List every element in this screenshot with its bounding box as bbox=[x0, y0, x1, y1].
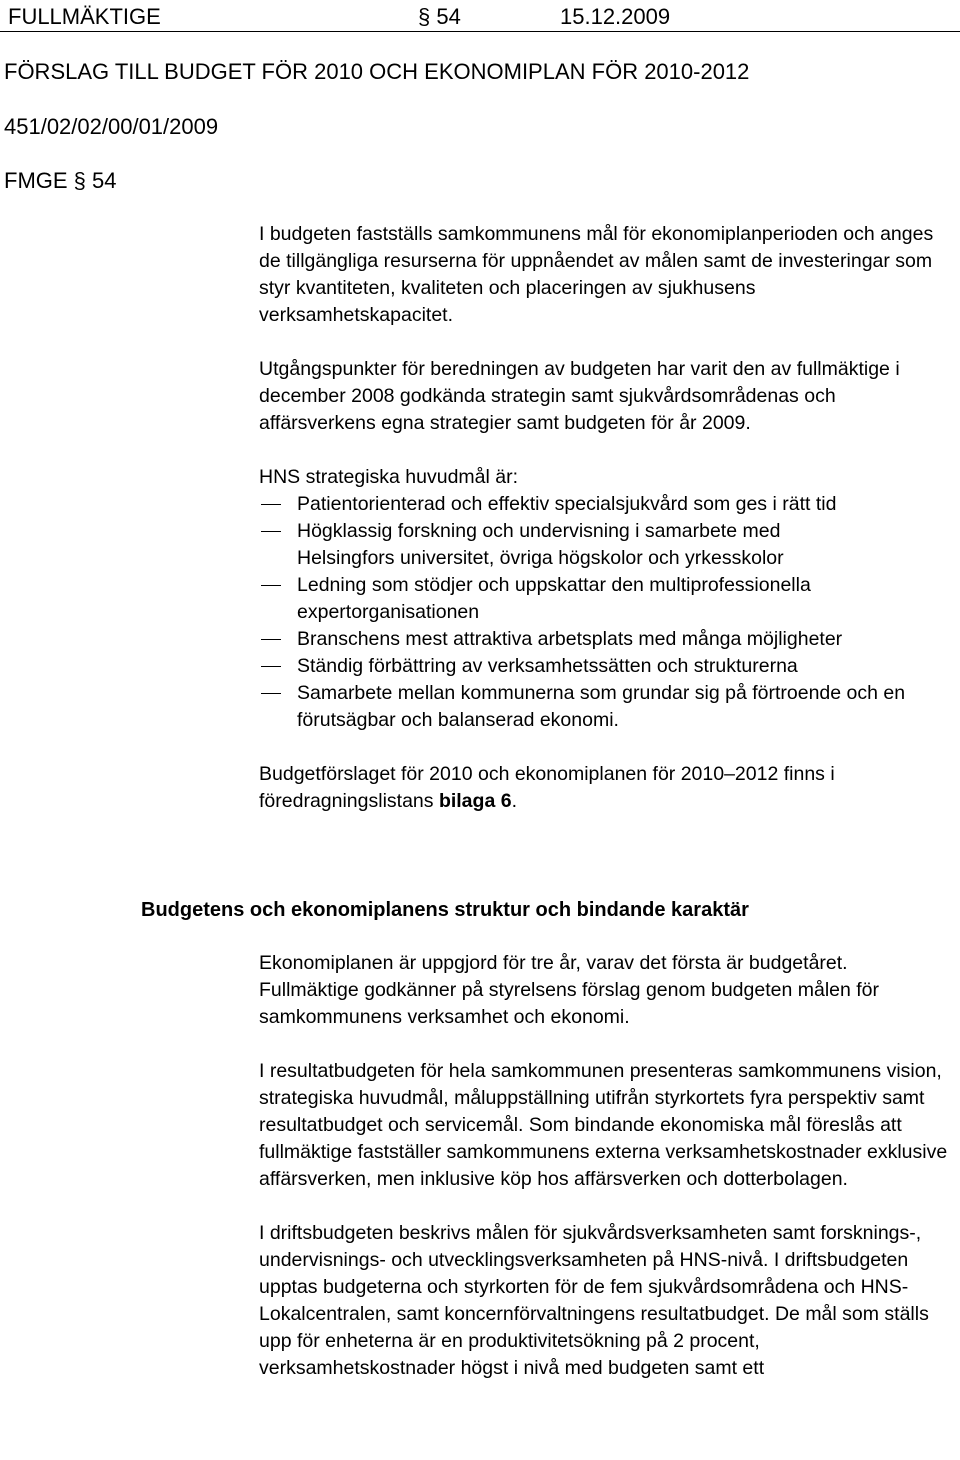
section-paragraph: I resultatbudgeten för hela samkommunen presenteras samkommunens vision, strategiska huvudmål, måluppställning utifrån styrkortets fyra perspektiv samt resultatbudget och servicemål. Som bindande ekonomiska mål föreslås att fullmäktige fastställer samkommunens externa verksamhetskostnader exklusive affärsverken, men inklusive köp hos affärsverken och dotterbolagen. bbox=[259, 1060, 948, 1190]
proposal-paragraph bbox=[259, 761, 959, 815]
goals-list bbox=[259, 491, 959, 734]
attachment-reference: bilaga 6 bbox=[438, 790, 512, 812]
list-item bbox=[259, 653, 959, 680]
main-content bbox=[259, 221, 959, 815]
section-content bbox=[259, 950, 959, 1382]
proposal-end: . bbox=[511, 790, 517, 812]
section-paragraph: Ekonomiplanen är uppgjord för tre år, varav det första är budgetåret. Fullmäktige godkänner på styrelsens förslag genom budgeten målen för samkommunens verksamhet och ekonomi. bbox=[259, 952, 880, 1028]
goal-text: Ständig förbättring av verksamhetssätten och strukturerna bbox=[297, 655, 798, 677]
header-section-number: § 54 bbox=[418, 4, 461, 29]
dash-bullet-icon bbox=[261, 693, 281, 694]
list-item bbox=[259, 626, 959, 653]
header-rule bbox=[0, 31, 960, 32]
basis-paragraph: Utgångspunkter för beredningen av budgeten har varit den av fullmäktige i december 2008 godkända strategin samt sjukvårdsområdenas och affärsverkens egna strategier samt budgeten för år 2009. bbox=[259, 358, 900, 434]
list-item bbox=[259, 491, 959, 518]
header-title: FULLMÄKTIGE bbox=[8, 4, 161, 29]
list-item bbox=[259, 572, 897, 626]
case-number: FMGE § 54 bbox=[4, 168, 117, 193]
document-title: FÖRSLAG TILL BUDGET FÖR 2010 OCH EKONOMIPLAN FÖR 2010-2012 bbox=[4, 59, 750, 84]
section-heading: Budgetens och ekonomiplanens struktur och bindande karaktär bbox=[141, 899, 749, 921]
goal-text: Patientorienterad och effektiv specialsjukvård som ges i rätt tid bbox=[297, 493, 837, 515]
goal-text: Ledning som stödjer och uppskattar den multiprofessionella expertorganisationen bbox=[297, 574, 811, 623]
list-item bbox=[259, 680, 957, 734]
dash-bullet-icon bbox=[261, 531, 281, 532]
dash-bullet-icon bbox=[261, 585, 281, 586]
goal-text: Branschens mest attraktiva arbetsplats med många möjligheter bbox=[297, 628, 843, 650]
dash-bullet-icon bbox=[261, 504, 281, 505]
diary-number: 451/02/02/00/01/2009 bbox=[4, 114, 219, 139]
header-date: 15.12.2009 bbox=[560, 4, 671, 29]
dash-bullet-icon bbox=[261, 639, 281, 640]
goal-text: Samarbete mellan kommunerna som grundar sig på förtroende och en förutsägbar och balanserad ekonomi. bbox=[297, 682, 906, 731]
goal-text: Högklassig forskning och undervisning i samarbete med Helsingfors universitet, övriga högskolor och yrkesskolor bbox=[297, 520, 784, 569]
intro-paragraph: I budgeten fastställs samkommunens mål för ekonomiplanperioden och anges de tillgängliga resurserna för uppnåendet av målen samt de investeringar som styr kvantiteten, kvaliteten och placeringen av sjukhusens verksamhetskapacitet. bbox=[259, 223, 934, 326]
goals-intro: HNS strategiska huvudmål är: bbox=[259, 466, 519, 488]
section-paragraph: I driftsbudgeten beskrivs målen för sjukvårdsverksamheten samt forsknings-, undervisnings- och utvecklingsverksamheten på HNS-nivå. I driftsbudgeten upptas budgeterna och styrkorten för de fem sjukvårdsområdena och HNS-Lokalcentralen, samt koncernförvaltningens resultatbudget. De mål som ställs upp för enheterna är en produktivitetsökning på 2 procent, verksamhetskostnader högst i nivå med budgeten samt ett bbox=[259, 1222, 929, 1379]
list-item bbox=[259, 518, 857, 572]
dash-bullet-icon bbox=[261, 666, 281, 667]
proposal-text: Budgetförslaget för 2010 och ekonomiplanen för 2010–2012 finns i föredragningslistans bbox=[259, 763, 835, 812]
